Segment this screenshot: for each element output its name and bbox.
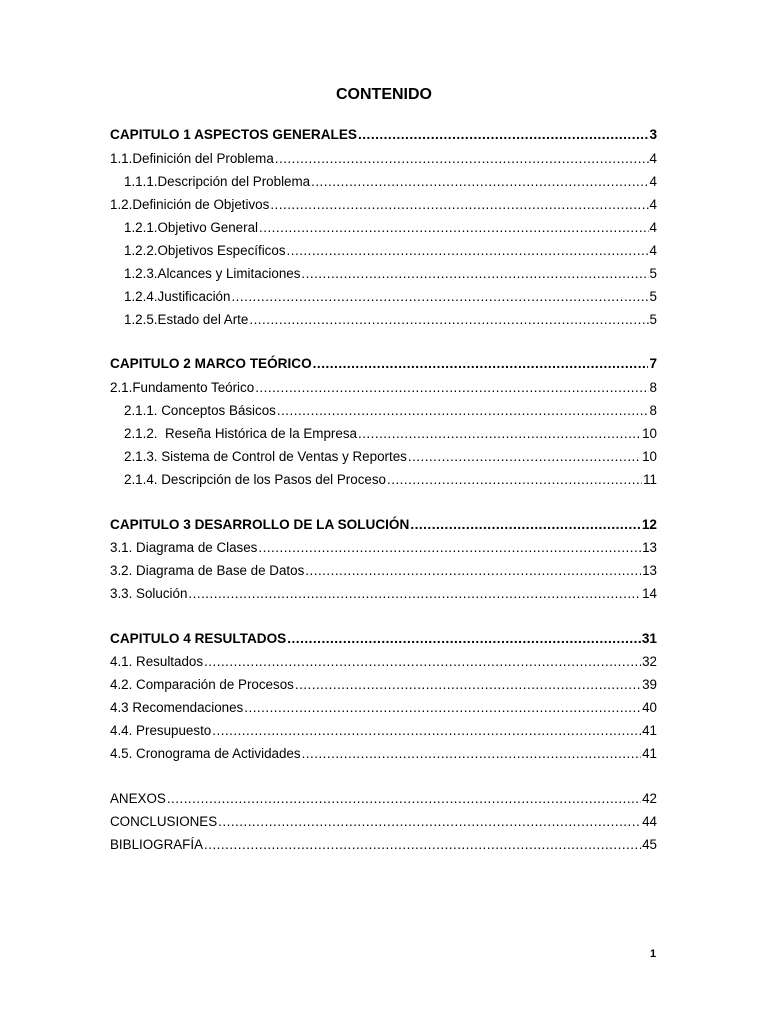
toc-dot-leader (358, 126, 648, 144)
toc-entry[interactable] (110, 425, 657, 443)
toc-dot-leader (302, 745, 642, 763)
page-title: CONTENIDO (336, 86, 432, 103)
toc-entry-label: 2.1.1. Conceptos Básicos (124, 403, 276, 418)
toc-entry-page: 13 (642, 563, 657, 578)
toc-entry-label: Descripción del Problema (157, 174, 311, 189)
toc-entry-page: 4 (649, 174, 657, 189)
toc-entry[interactable] (110, 813, 657, 831)
toc-entry[interactable] (110, 173, 657, 191)
toc-entry[interactable] (110, 219, 657, 237)
toc-entry-label: Estado del Arte (157, 312, 249, 327)
toc-dot-leader (313, 355, 649, 373)
toc-entry-label: Objetivos Específicos (157, 243, 286, 258)
toc-entry-page: 41 (642, 746, 657, 761)
toc-entry-page: 4 (649, 220, 657, 235)
toc-entry-label: ANEXOS (110, 791, 166, 806)
toc-dot-leader (231, 288, 648, 306)
toc-dot-leader (204, 836, 641, 854)
toc-entry[interactable] (110, 653, 657, 671)
toc-entry-page: 4 (649, 151, 657, 166)
toc-entry-number: 2.1. (110, 380, 133, 395)
toc-entry-label: 2.1.3. Sistema de Control de Ventas y Reportes (124, 449, 407, 464)
toc-entry-label: CAPITULO 3 DESARROLLO DE LA SOLUCIÓN (110, 517, 410, 532)
toc-entry[interactable] (110, 790, 657, 808)
toc-entry[interactable] (110, 836, 657, 854)
toc-entry-label: 2.1.4. Descripción de los Pasos del Proceso (124, 472, 387, 487)
toc-dot-leader (311, 173, 648, 191)
toc-entry-label: Definición del Problema (132, 151, 274, 166)
toc-entry-page: 5 (649, 266, 657, 281)
toc-entry-number: 1.2.5. (124, 312, 158, 327)
toc-dot-leader (244, 699, 641, 717)
toc-entry[interactable] (110, 562, 657, 580)
toc-entry[interactable] (110, 242, 657, 260)
toc-dot-leader (188, 585, 641, 603)
toc-entry-label: 4.5. Cronograma de Actividades (110, 746, 301, 761)
toc-entry-label: Alcances y Limitaciones (157, 266, 301, 281)
toc-entry[interactable] (110, 539, 657, 557)
toc-entry-page: 32 (642, 654, 657, 669)
toc-entry-number: 1.2.4. (124, 289, 158, 304)
toc-entry-label: 3.3. Solución (110, 586, 188, 601)
toc-dot-leader (270, 196, 648, 214)
toc-entry-page: 45 (642, 837, 657, 852)
toc-dot-leader (218, 813, 641, 831)
toc-entry-label: CAPITULO 4 RESULTADOS (110, 631, 287, 646)
toc-dot-leader (167, 790, 641, 808)
toc-dot-leader (275, 150, 649, 168)
toc-entry-page: 8 (649, 380, 657, 395)
toc-entry-page: 11 (643, 472, 657, 487)
toc-entry[interactable] (110, 585, 657, 603)
toc-entry[interactable] (110, 471, 657, 489)
toc-entry-page: 31 (641, 631, 657, 646)
toc-entry[interactable] (110, 745, 657, 763)
toc-entry-page: 8 (649, 403, 657, 418)
toc-entry-page: 7 (649, 356, 657, 371)
toc-entry-page: 44 (642, 814, 657, 829)
toc-entry-page: 40 (642, 700, 657, 715)
toc-chapter-entry[interactable] (110, 516, 657, 534)
toc-entry-label: 4.4. Presupuesto (110, 723, 212, 738)
toc-entry-number: 1.2.2. (124, 243, 158, 258)
toc-entry-page: 3 (649, 127, 657, 142)
toc-entry[interactable] (110, 150, 657, 168)
toc-entry-page: 14 (642, 586, 657, 601)
toc-chapter-entry[interactable] (110, 630, 657, 648)
page-number: 1 (650, 948, 657, 960)
toc-entry-label: Definición de Objetivos (132, 197, 270, 212)
toc-entry-label: 2.1.2. Reseña Histórica de la Empresa (124, 426, 357, 441)
toc-dot-leader (258, 539, 641, 557)
toc-entry-number: 1.2. (110, 197, 133, 212)
toc-entry-label: 3.1. Diagrama de Clases (110, 540, 258, 555)
toc-entry-label: 3.2. Diagrama de Base de Datos (110, 563, 305, 578)
toc-dot-leader (295, 676, 641, 694)
toc-entry-page: 5 (649, 312, 657, 327)
toc-entry-label: CONCLUSIONES (110, 814, 218, 829)
toc-entry[interactable] (110, 676, 657, 694)
toc-chapter-entry[interactable] (110, 355, 657, 373)
toc-entry-page: 10 (642, 449, 657, 464)
toc-dot-leader (287, 242, 649, 260)
toc-dot-leader (387, 471, 642, 489)
toc-entry-label: Fundamento Teórico (132, 380, 255, 395)
toc-dot-leader (358, 425, 641, 443)
toc-chapter-entry[interactable] (110, 126, 657, 144)
toc-dot-leader (255, 379, 648, 397)
toc-entry-label: CAPITULO 2 MARCO TEÓRICO (110, 356, 312, 371)
toc-entry-label: Objetivo General (157, 220, 258, 235)
toc-entry[interactable] (110, 265, 657, 283)
toc-dot-leader (212, 722, 641, 740)
toc-entry[interactable] (110, 196, 657, 214)
toc-entry-page: 4 (649, 243, 657, 258)
toc-dot-leader (277, 402, 649, 420)
toc-dot-leader (410, 516, 641, 534)
toc-dot-leader (408, 448, 641, 466)
toc-entry-number: 1.1.1. (124, 174, 158, 189)
toc-dot-leader (259, 219, 649, 237)
toc-dot-leader (204, 653, 641, 671)
toc-entry-number: 1.2.3. (124, 266, 158, 281)
toc-entry-page: 10 (642, 426, 657, 441)
toc-entry[interactable] (110, 722, 657, 740)
toc-entry-label: BIBLIOGRAFÍA (110, 837, 204, 852)
toc-entry-number: 1.1. (110, 151, 133, 166)
toc-entry-page: 5 (649, 289, 657, 304)
toc-dot-leader (287, 630, 641, 648)
toc-dot-leader (301, 265, 648, 283)
toc-entry-page: 4 (649, 197, 657, 212)
toc-entry[interactable] (110, 288, 657, 306)
toc-entry-label: 4.3 Recomendaciones (110, 700, 244, 715)
toc-entry-label: Justificación (157, 289, 231, 304)
toc-entry-number: 1.2.1. (124, 220, 158, 235)
toc-entry[interactable] (110, 699, 657, 717)
toc-entry-label: 4.1. Resultados (110, 654, 204, 669)
toc-entry-page: 42 (642, 791, 657, 806)
toc-entry-page: 39 (642, 677, 657, 692)
toc-entry[interactable] (110, 448, 657, 466)
toc-entry[interactable] (110, 379, 657, 397)
toc-dot-leader (305, 562, 641, 580)
toc-entry-page: 12 (641, 517, 657, 532)
toc-entry-page: 13 (642, 540, 657, 555)
toc-entry-label: CAPITULO 1 ASPECTOS GENERALES (110, 127, 357, 142)
toc-entry[interactable] (110, 311, 657, 329)
toc-dot-leader (249, 311, 648, 329)
toc-entry-page: 41 (642, 723, 657, 738)
toc-entry-label: 4.2. Comparación de Procesos (110, 677, 294, 692)
toc-entry[interactable] (110, 402, 657, 420)
